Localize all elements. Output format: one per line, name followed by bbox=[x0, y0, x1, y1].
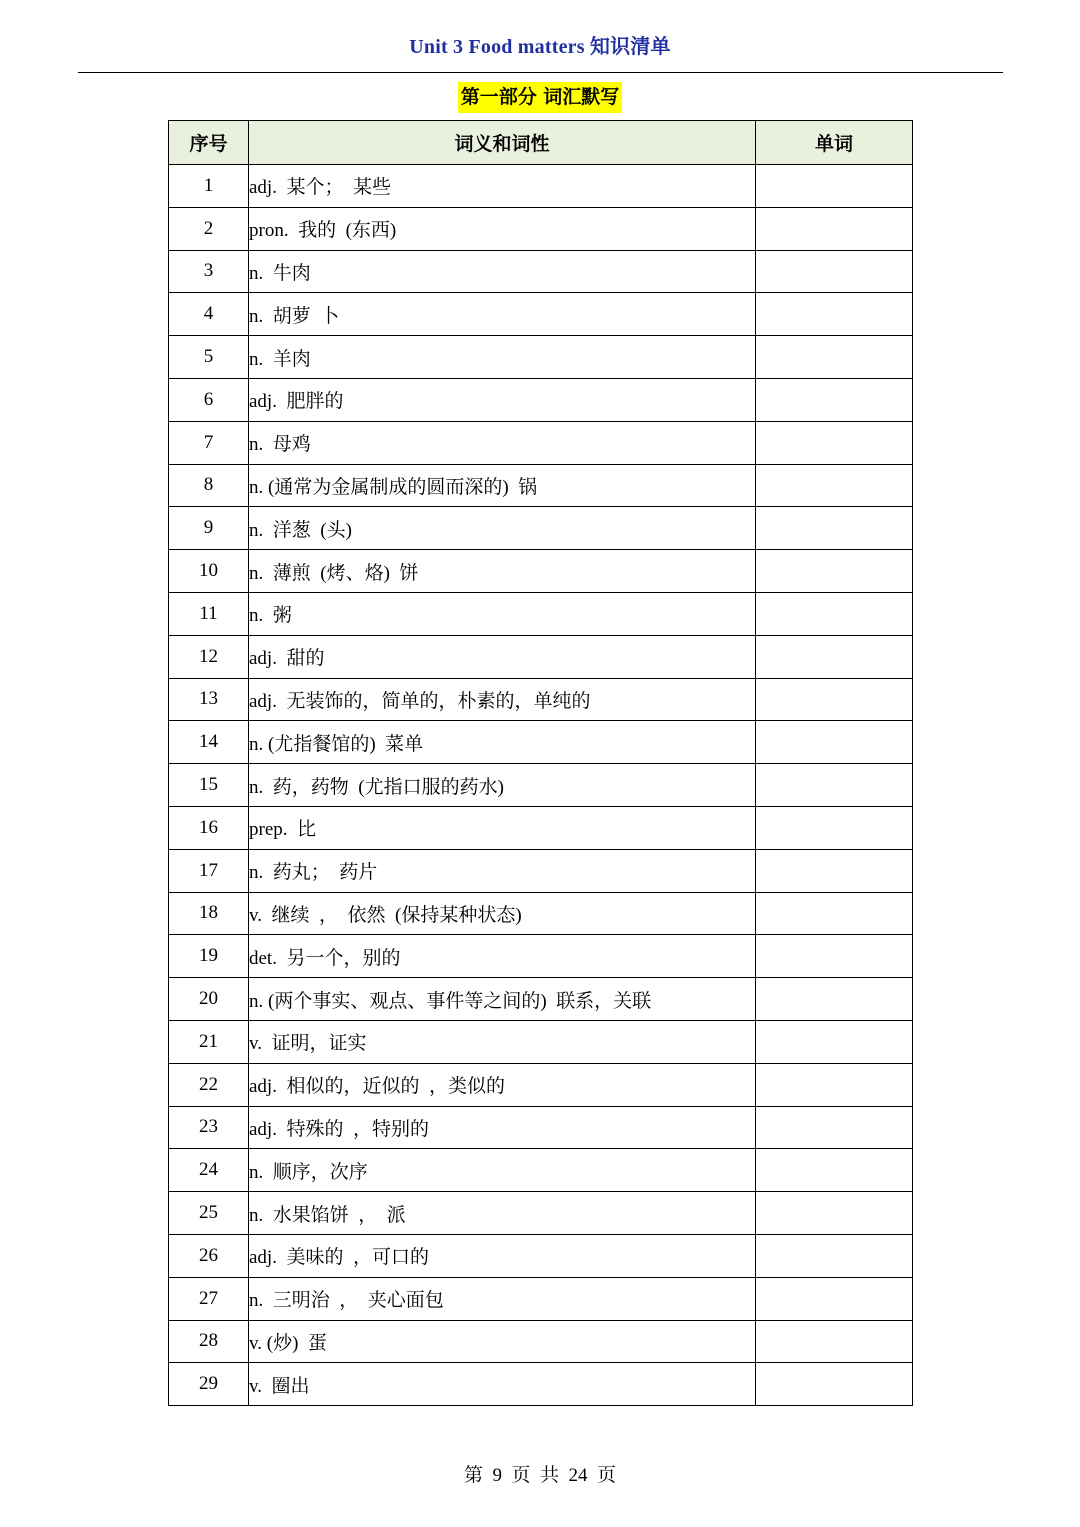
table-row bbox=[169, 207, 913, 250]
row-definition: adj. 特殊的 ，特别的 bbox=[249, 1106, 756, 1149]
row-definition: n. 顺序，次序 bbox=[249, 1149, 756, 1192]
row-word-blank[interactable] bbox=[756, 764, 913, 807]
row-number: 13 bbox=[169, 678, 249, 721]
row-word-blank[interactable] bbox=[756, 721, 913, 764]
row-word-blank[interactable] bbox=[756, 849, 913, 892]
row-word-blank[interactable] bbox=[756, 935, 913, 978]
vocabulary-table-body bbox=[169, 165, 913, 1406]
row-number: 19 bbox=[169, 935, 249, 978]
row-definition: n. 药丸； 药片 bbox=[249, 849, 756, 892]
row-definition: n. 洋葱 (头) bbox=[249, 507, 756, 550]
row-definition: n. 三明治 ， 夹心面包 bbox=[249, 1277, 756, 1320]
row-definition: v. (炒) 蛋 bbox=[249, 1320, 756, 1363]
table-row bbox=[169, 421, 913, 464]
row-definition: pron. 我的 (东西) bbox=[249, 207, 756, 250]
row-word-blank[interactable] bbox=[756, 207, 913, 250]
row-number: 12 bbox=[169, 635, 249, 678]
row-word-blank[interactable] bbox=[756, 1277, 913, 1320]
row-word-blank[interactable] bbox=[756, 1363, 913, 1406]
row-number: 27 bbox=[169, 1277, 249, 1320]
row-word-blank[interactable] bbox=[756, 293, 913, 336]
table-row bbox=[169, 1063, 913, 1106]
page-number-footer: 第 9 页 共 24 页 bbox=[463, 1465, 616, 1486]
row-word-blank[interactable] bbox=[756, 250, 913, 293]
row-definition: v. 继续 ， 依然 (保持某种状态) bbox=[249, 892, 756, 935]
row-definition: adj. 某个； 某些 bbox=[249, 165, 756, 208]
row-definition: n. (通常为金属制成的圆而深的) 锅 bbox=[249, 464, 756, 507]
row-number: 2 bbox=[169, 207, 249, 250]
row-definition: v. 圈出 bbox=[249, 1363, 756, 1406]
row-definition: adj. 相似的，近似的 ，类似的 bbox=[249, 1063, 756, 1106]
table-row bbox=[169, 1149, 913, 1192]
row-word-blank[interactable] bbox=[756, 336, 913, 379]
table-row bbox=[169, 978, 913, 1021]
row-number: 17 bbox=[169, 849, 249, 892]
row-definition: adj. 甜的 bbox=[249, 635, 756, 678]
table-row bbox=[169, 678, 913, 721]
table-header-row bbox=[169, 121, 913, 165]
row-number: 26 bbox=[169, 1234, 249, 1277]
table-row bbox=[169, 1363, 913, 1406]
table-row bbox=[169, 1192, 913, 1235]
vocabulary-table bbox=[168, 120, 913, 1406]
row-word-blank[interactable] bbox=[756, 1234, 913, 1277]
row-number: 9 bbox=[169, 507, 249, 550]
row-definition: adj. 无装饰的，简单的，朴素的，单纯的 bbox=[249, 678, 756, 721]
table-row bbox=[169, 507, 913, 550]
row-definition: det. 另一个，别的 bbox=[249, 935, 756, 978]
table-row bbox=[169, 464, 913, 507]
row-word-blank[interactable] bbox=[756, 378, 913, 421]
row-definition: n. 羊肉 bbox=[249, 336, 756, 379]
row-number: 25 bbox=[169, 1192, 249, 1235]
row-definition: adj. 美味的 ，可口的 bbox=[249, 1234, 756, 1277]
row-number: 28 bbox=[169, 1320, 249, 1363]
row-definition: n. 薄煎 (烤、烙) 饼 bbox=[249, 550, 756, 593]
table-row bbox=[169, 550, 913, 593]
table-row bbox=[169, 1020, 913, 1063]
row-number: 21 bbox=[169, 1020, 249, 1063]
row-word-blank[interactable] bbox=[756, 1063, 913, 1106]
section-title: 第一部分 词汇默写 bbox=[458, 82, 623, 113]
row-word-blank[interactable] bbox=[756, 1320, 913, 1363]
row-definition: n. (尤指餐馆的) 菜单 bbox=[249, 721, 756, 764]
row-word-blank[interactable] bbox=[756, 1020, 913, 1063]
row-definition: v. 证明，证实 bbox=[249, 1020, 756, 1063]
column-header-word: 单词 bbox=[756, 121, 913, 165]
row-number: 18 bbox=[169, 892, 249, 935]
row-word-blank[interactable] bbox=[756, 806, 913, 849]
table-row bbox=[169, 849, 913, 892]
row-number: 3 bbox=[169, 250, 249, 293]
row-number: 7 bbox=[169, 421, 249, 464]
row-definition: n. 牛肉 bbox=[249, 250, 756, 293]
row-definition: n. 药，药物 (尤指口服的药水) bbox=[249, 764, 756, 807]
row-word-blank[interactable] bbox=[756, 464, 913, 507]
row-number: 29 bbox=[169, 1363, 249, 1406]
row-word-blank[interactable] bbox=[756, 550, 913, 593]
page-header-title: Unit 3 Food matters 知识清单 bbox=[409, 36, 671, 58]
row-word-blank[interactable] bbox=[756, 978, 913, 1021]
row-word-blank[interactable] bbox=[756, 1192, 913, 1235]
row-word-blank[interactable] bbox=[756, 165, 913, 208]
table-row bbox=[169, 293, 913, 336]
row-number: 6 bbox=[169, 378, 249, 421]
row-number: 24 bbox=[169, 1149, 249, 1192]
row-number: 14 bbox=[169, 721, 249, 764]
table-row bbox=[169, 1277, 913, 1320]
row-definition: adj. 肥胖的 bbox=[249, 378, 756, 421]
section-title-wrap bbox=[0, 82, 1080, 113]
row-definition: n. 粥 bbox=[249, 592, 756, 635]
row-number: 5 bbox=[169, 336, 249, 379]
table-row bbox=[169, 935, 913, 978]
table-row bbox=[169, 1320, 913, 1363]
table-row bbox=[169, 721, 913, 764]
header-divider bbox=[78, 72, 1003, 73]
row-number: 8 bbox=[169, 464, 249, 507]
row-number: 1 bbox=[169, 165, 249, 208]
row-word-blank[interactable] bbox=[756, 1149, 913, 1192]
row-definition: prep. 比 bbox=[249, 806, 756, 849]
row-number: 4 bbox=[169, 293, 249, 336]
row-number: 11 bbox=[169, 592, 249, 635]
row-definition: n. 水果馅饼 ， 派 bbox=[249, 1192, 756, 1235]
row-definition: n. 胡萝 卜 bbox=[249, 293, 756, 336]
row-number: 22 bbox=[169, 1063, 249, 1106]
row-number: 20 bbox=[169, 978, 249, 1021]
row-word-blank[interactable] bbox=[756, 507, 913, 550]
table-row bbox=[169, 892, 913, 935]
row-word-blank[interactable] bbox=[756, 421, 913, 464]
row-number: 23 bbox=[169, 1106, 249, 1149]
table-row bbox=[169, 635, 913, 678]
table-row bbox=[169, 1234, 913, 1277]
row-word-blank[interactable] bbox=[756, 592, 913, 635]
row-definition: n. (两个事实、观点、事件等之间的) 联系，关联 bbox=[249, 978, 756, 1021]
table-row bbox=[169, 336, 913, 379]
table-row bbox=[169, 1106, 913, 1149]
table-row bbox=[169, 592, 913, 635]
table-row bbox=[169, 806, 913, 849]
row-number: 16 bbox=[169, 806, 249, 849]
column-header-number: 序号 bbox=[169, 121, 249, 165]
table-row bbox=[169, 250, 913, 293]
table-row bbox=[169, 378, 913, 421]
table-row bbox=[169, 764, 913, 807]
row-number: 15 bbox=[169, 764, 249, 807]
row-word-blank[interactable] bbox=[756, 892, 913, 935]
row-word-blank[interactable] bbox=[756, 678, 913, 721]
row-number: 10 bbox=[169, 550, 249, 593]
column-header-definition: 词义和词性 bbox=[249, 121, 756, 165]
table-row bbox=[169, 165, 913, 208]
row-definition: n. 母鸡 bbox=[249, 421, 756, 464]
row-word-blank[interactable] bbox=[756, 1106, 913, 1149]
row-word-blank[interactable] bbox=[756, 635, 913, 678]
